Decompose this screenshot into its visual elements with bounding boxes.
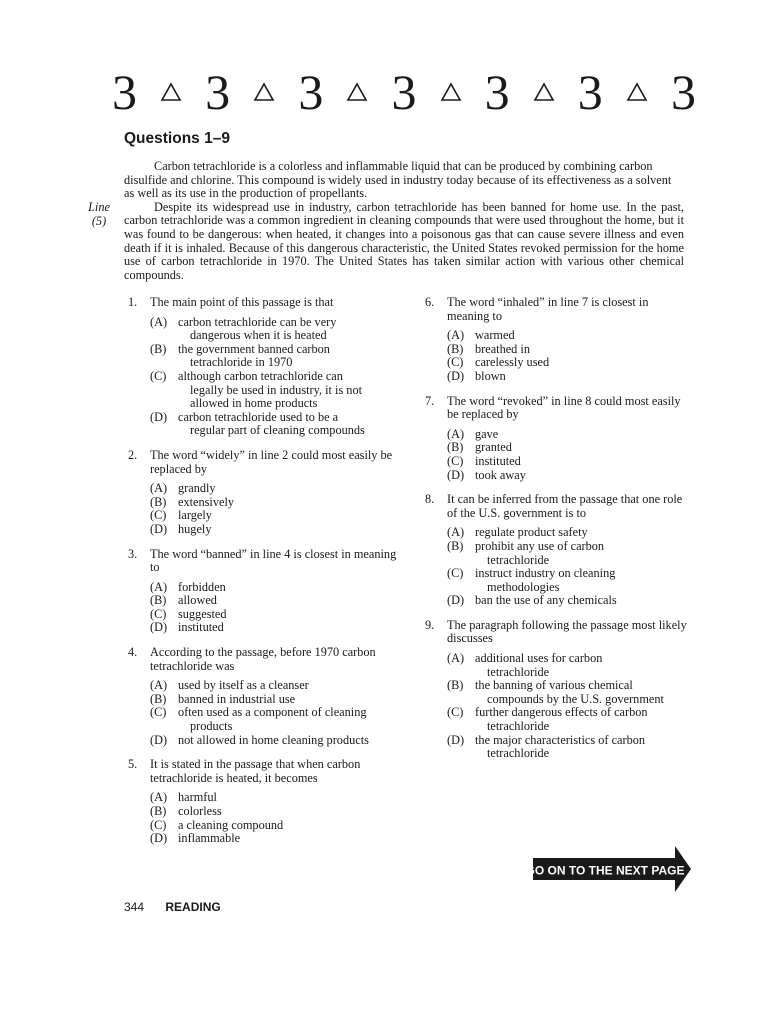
answer-option[interactable]: [447, 734, 693, 761]
option-text-line: instituted: [178, 620, 224, 635]
answer-option[interactable]: [150, 706, 398, 733]
option-text: [178, 343, 398, 370]
question-stem: [128, 646, 398, 673]
question-item: [128, 548, 398, 636]
option-letter: (A): [447, 525, 465, 540]
page-number: 344: [124, 900, 145, 914]
option-letter: (A): [150, 790, 168, 805]
answer-option[interactable]: [447, 469, 693, 483]
question-text: The main point of this passage is that: [150, 295, 334, 309]
triangle-icon: [160, 82, 182, 102]
option-text-continuation: regular part of cleaning compounds: [190, 423, 365, 438]
option-letter: (C): [150, 705, 167, 720]
option-text-line: allowed: [178, 593, 217, 608]
banner-digit: 3: [205, 64, 231, 120]
option-text: [178, 805, 398, 819]
option-letter: (A): [150, 314, 168, 329]
question-text: The word “inhaled” in line 7 is closest in meaning to: [447, 295, 649, 323]
option-text: [178, 734, 398, 748]
option-letter: (C): [150, 606, 167, 621]
question-text: The word “widely” in line 2 could most easily be replaced by: [150, 447, 393, 476]
question-text: The word “revoked” in line 8 could most easily be replaced by: [447, 393, 681, 422]
answer-options: [128, 679, 398, 747]
option-text-line: prohibit any use of carbon: [475, 538, 605, 553]
option-text-line: hugely: [178, 521, 212, 536]
option-text-continuation: products: [190, 719, 233, 734]
option-text-line: the government banned carbon: [178, 341, 330, 356]
triangle-icon: [253, 82, 275, 102]
question-stem: [425, 296, 693, 323]
questions-column-right: [425, 296, 693, 772]
option-letter: (C): [447, 453, 464, 468]
question-number: 8.: [425, 492, 435, 507]
option-text: [475, 356, 693, 370]
option-text-line: instituted: [475, 453, 521, 468]
question-item: [128, 646, 398, 747]
option-text: [475, 370, 693, 384]
option-text: [475, 343, 693, 357]
answer-option[interactable]: [447, 594, 693, 608]
option-letter: (B): [447, 440, 464, 455]
option-text: [178, 316, 398, 343]
answer-option[interactable]: [447, 526, 693, 540]
question-item: [425, 296, 693, 384]
option-text: [475, 567, 693, 594]
reading-passage: [124, 160, 684, 282]
option-letter: (D): [447, 368, 465, 383]
question-stem: [425, 395, 693, 422]
answer-option[interactable]: [447, 679, 693, 706]
question-number: 5.: [128, 757, 138, 772]
answer-option[interactable]: [447, 370, 693, 384]
answer-option[interactable]: [447, 428, 693, 442]
option-text-line: took away: [475, 467, 526, 482]
option-text: [475, 469, 693, 483]
answer-option[interactable]: [150, 343, 398, 370]
answer-option[interactable]: [150, 482, 398, 496]
answer-options: [425, 526, 693, 608]
answer-option[interactable]: [447, 356, 693, 370]
question-text: The paragraph following the passage most likely discusses: [447, 617, 687, 646]
answer-option[interactable]: [150, 693, 398, 707]
option-letter: (B): [150, 593, 167, 608]
line-number-marker: (5): [91, 214, 107, 228]
question-stem: [128, 758, 398, 785]
option-text-continuation: legally be used in industry, it is not allowed in home products: [190, 382, 363, 411]
option-text-line: extensively: [178, 494, 235, 509]
option-text-line: the banning of various chemical: [475, 678, 633, 693]
answer-option[interactable]: [150, 621, 398, 635]
option-text: [178, 581, 398, 595]
option-text-line: carbon tetrachloride used to be a: [178, 409, 339, 424]
triangle-icon: [440, 82, 462, 102]
question-item: [425, 619, 693, 761]
option-text-line: suggested: [178, 606, 227, 621]
option-letter: (A): [150, 579, 168, 594]
option-text: [178, 819, 398, 833]
go-on-next-page-badge: [533, 846, 691, 892]
question-number: 4.: [128, 645, 138, 660]
option-letter: (D): [447, 732, 465, 747]
question-stem: [425, 619, 693, 646]
option-text: [475, 594, 693, 608]
question-text: The word “banned” in line 4 is closest in meaning to: [150, 546, 397, 575]
option-text: [178, 608, 398, 622]
option-text: [178, 693, 398, 707]
option-letter: (D): [150, 521, 168, 536]
option-letter: (D): [150, 732, 168, 747]
answer-option[interactable]: [150, 523, 398, 537]
option-letter: (B): [447, 678, 464, 693]
option-letter: (D): [150, 409, 168, 424]
questions-column-left: [128, 296, 398, 857]
option-text: [178, 621, 398, 635]
option-text-continuation: tetrachloride: [487, 719, 550, 734]
answer-options: [128, 581, 398, 635]
option-letter: (B): [150, 691, 167, 706]
answer-options: [128, 316, 398, 438]
answer-option[interactable]: [150, 608, 398, 622]
option-text-line: carelessly used: [475, 355, 550, 370]
option-text-line: blown: [475, 368, 506, 383]
answer-option[interactable]: [150, 581, 398, 595]
option-letter: (B): [447, 341, 464, 356]
option-text: [178, 523, 398, 537]
answer-option[interactable]: [447, 343, 693, 357]
banner-digit: 3: [670, 64, 696, 120]
question-stem: [128, 449, 398, 476]
option-letter: (D): [150, 831, 168, 846]
option-letter: (D): [150, 620, 168, 635]
option-text: [475, 734, 693, 761]
option-text-continuation: tetrachloride: [487, 552, 550, 567]
option-letter: (C): [447, 705, 464, 720]
option-letter: (A): [447, 651, 465, 666]
question-stem: [128, 548, 398, 575]
option-text: [475, 526, 693, 540]
option-letter: (A): [447, 426, 465, 441]
answer-option[interactable]: [150, 805, 398, 819]
answer-option[interactable]: [150, 316, 398, 343]
question-number: 2.: [128, 447, 138, 462]
option-text-line: not allowed in home cleaning products: [178, 732, 369, 747]
question-stem: [425, 493, 693, 520]
section-title: Questions 1–9: [124, 130, 230, 147]
option-text-line: gave: [475, 426, 499, 441]
option-text-line: inflammable: [178, 831, 241, 846]
banner-digit: 3: [298, 64, 324, 120]
option-letter: (C): [447, 566, 464, 581]
option-text-line: additional uses for carbon: [475, 651, 603, 666]
answer-option[interactable]: [150, 832, 398, 846]
option-text-line: warmed: [475, 328, 515, 343]
answer-option[interactable]: [150, 594, 398, 608]
question-item: [128, 449, 398, 537]
question-text: It can be inferred from the passage that one role of the U.S. government is to: [447, 492, 683, 520]
option-text: [178, 509, 398, 523]
answer-option[interactable]: [447, 455, 693, 469]
answer-option[interactable]: [150, 411, 398, 438]
option-letter: (A): [150, 481, 168, 496]
option-text: [475, 540, 693, 567]
option-text-line: instruct industry on cleaning: [475, 566, 616, 581]
option-text-continuation: dangerous when it is heated: [190, 328, 327, 343]
option-letter: (B): [150, 494, 167, 509]
option-text-line: breathed in: [475, 341, 530, 356]
answer-option[interactable]: [150, 679, 398, 693]
answer-option[interactable]: [447, 329, 693, 343]
option-text-continuation: tetrachloride: [487, 746, 550, 761]
question-number: 6.: [425, 295, 435, 309]
question-number: 7.: [425, 393, 435, 408]
option-letter: (A): [447, 328, 465, 343]
arrow-right-icon: [533, 846, 691, 892]
option-text: [475, 679, 693, 706]
answer-option[interactable]: [150, 509, 398, 523]
banner-digit: 3: [391, 64, 417, 120]
answer-option[interactable]: [447, 441, 693, 455]
question-text: According to the passage, before 1970 carbon tetrachloride was: [150, 645, 376, 673]
question-item: [425, 493, 693, 608]
answer-options: [128, 482, 398, 536]
page-footer: [124, 900, 221, 914]
passage-paragraph: Despite its widespread use in industry, carbon tetrachloride has been banned for home use. In the past, carbon tetrachloride was a common ingredient in cleaning compounds that were used throughout the home, but it was found to be dangerous: when heated, it changes into a poisonous gas that can cause severe illness and even death if it is inhaled. Because of this dangerous characteristic, the United States revoked permission for the home use of carbon tetrachloride in 1970. The United States has taken similar action with various other chemical compounds.: [124, 199, 684, 282]
option-text-line: grandly: [178, 481, 216, 496]
option-text-line: granted: [475, 440, 512, 455]
answer-option[interactable]: [150, 791, 398, 805]
option-text: [178, 496, 398, 510]
option-letter: (C): [150, 508, 167, 523]
answer-option[interactable]: [150, 734, 398, 748]
option-letter: (B): [150, 341, 167, 356]
option-text-line: colorless: [178, 804, 222, 818]
option-text-line: further dangerous effects of carbon: [475, 705, 648, 720]
option-text-line: forbidden: [178, 579, 226, 594]
option-letter: (C): [150, 368, 167, 383]
answer-option[interactable]: [447, 540, 693, 567]
line-label: Line: [88, 200, 110, 214]
option-text: [475, 652, 693, 679]
option-letter: (D): [447, 467, 465, 482]
option-text: [178, 411, 398, 438]
banner-digit: 3: [484, 64, 510, 120]
option-letter: (B): [150, 804, 167, 818]
option-text: [475, 455, 693, 469]
banner-digit: 3: [112, 64, 137, 120]
answer-options: [425, 428, 693, 482]
section-banner: [112, 64, 696, 120]
question-item: [128, 758, 398, 846]
option-text-continuation: compounds by the U.S. government: [487, 691, 664, 706]
answer-option[interactable]: [447, 567, 693, 594]
option-text-line: often used as a component of cleaning: [178, 705, 367, 720]
option-text-continuation: tetrachloride: [487, 664, 550, 679]
section-name: READING: [165, 900, 221, 914]
option-text: [178, 791, 398, 805]
question-number: 9.: [425, 617, 435, 632]
go-on-next-page-label: GO ON TO THE NEXT PAGE: [533, 863, 685, 878]
option-text: [475, 428, 693, 442]
option-text: [178, 706, 398, 733]
triangle-icon: [346, 82, 368, 102]
option-text-line: harmful: [178, 790, 217, 805]
option-text-line: regulate product safety: [475, 525, 588, 540]
answer-option[interactable]: [150, 370, 398, 411]
option-text: [178, 482, 398, 496]
option-text-line: used by itself as a cleanser: [178, 678, 309, 693]
option-letter: (A): [150, 678, 168, 693]
answer-option[interactable]: [447, 706, 693, 733]
triangle-icon: [626, 82, 648, 102]
option-text: [178, 832, 398, 846]
answer-options: [128, 791, 398, 845]
option-text-line: ban the use of any chemicals: [475, 593, 617, 608]
option-text-continuation: methodologies: [487, 579, 560, 594]
question-number: 1.: [128, 295, 138, 309]
option-text-line: the major characteristics of carbon: [475, 732, 646, 747]
option-text: [475, 706, 693, 733]
banner-digit: 3: [577, 64, 603, 120]
option-text-line: a cleaning compound: [178, 817, 284, 832]
option-text-line: carbon tetrachloride can be very: [178, 314, 337, 329]
question-item: [425, 395, 693, 483]
option-text: [178, 679, 398, 693]
answer-option[interactable]: [150, 819, 398, 833]
option-letter: (C): [447, 355, 464, 370]
option-text: [178, 370, 398, 411]
option-letter: (C): [150, 817, 167, 832]
option-text: [178, 594, 398, 608]
option-text: [475, 329, 693, 343]
answer-option[interactable]: [150, 496, 398, 510]
question-item: [128, 296, 398, 438]
question-number: 3.: [128, 546, 138, 561]
question-text: It is stated in the passage that when carbon tetrachloride is heated, it becomes: [150, 757, 361, 785]
passage-paragraph: Carbon tetrachloride is a colorless and inflammable liquid that can be produced by combining carbon disulfide and chlorine. This compound is widely used in industry today because of its effectiveness as a solvent as well as its use in the production of propellants.: [124, 159, 672, 201]
option-text-line: although carbon tetrachloride can: [178, 368, 343, 383]
option-letter: (B): [447, 538, 464, 553]
question-stem: [128, 296, 398, 310]
answer-option[interactable]: [447, 652, 693, 679]
option-text-line: banned in industrial use: [178, 691, 296, 706]
option-letter: (D): [447, 593, 465, 608]
answer-options: [425, 652, 693, 761]
answer-options: [425, 329, 693, 383]
triangle-icon: [533, 82, 555, 102]
option-text: [475, 441, 693, 455]
option-text-line: largely: [178, 508, 212, 523]
option-text-continuation: tetrachloride in 1970: [190, 355, 293, 370]
